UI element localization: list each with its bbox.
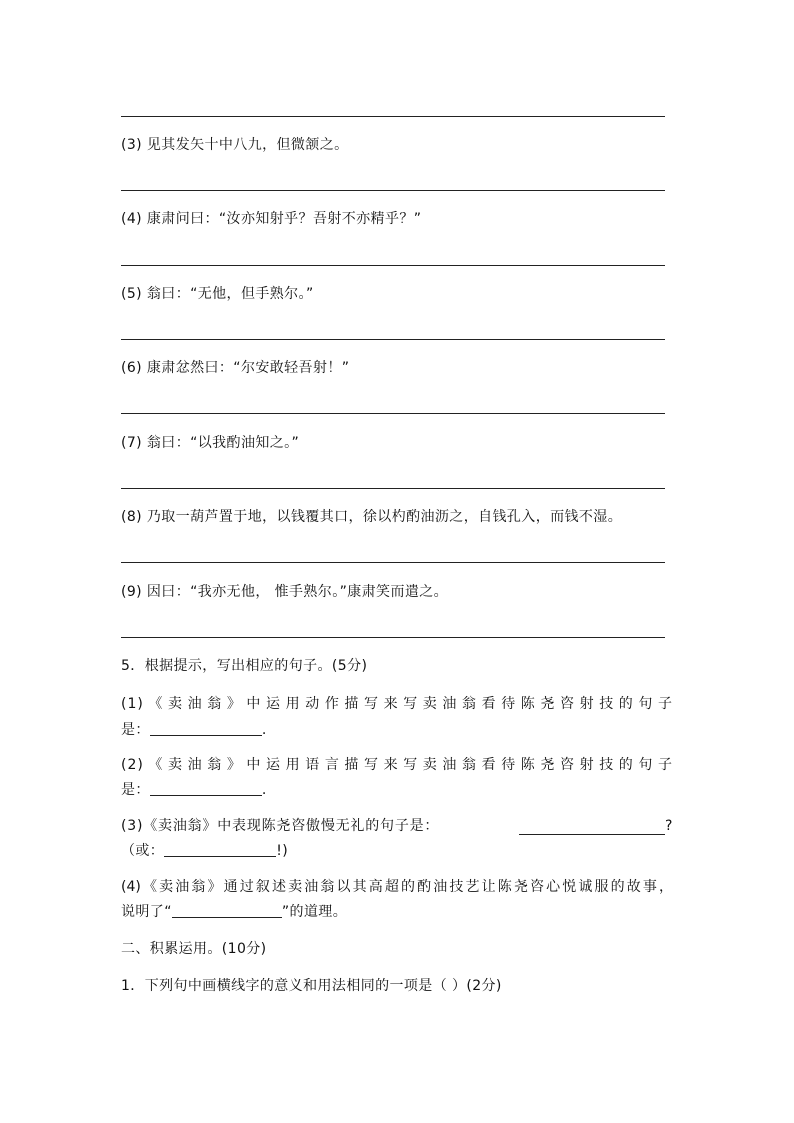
answer-line (121, 339, 665, 340)
item-6 (121, 358, 349, 378)
item-number: (6) (121, 360, 143, 376)
q5-part3-line2 (121, 841, 288, 861)
answer-line (121, 413, 665, 414)
q5-part1-line2 (121, 720, 267, 740)
item-number: (8) (121, 509, 143, 525)
q5-part4-line1: (4)《卖油翁》通过叙述卖油翁以其高超的酌油技艺让陈尧咨心悦诚服的故事， (121, 879, 673, 895)
answer-suffix: . (261, 722, 267, 738)
answer-line (121, 265, 665, 266)
item-number: (4) (121, 211, 143, 227)
item-5 (121, 284, 314, 304)
answer-line (121, 116, 665, 117)
q5-part4-line2 (121, 902, 347, 922)
item-7 (121, 433, 299, 453)
answer-suffix: ? (665, 818, 673, 834)
item-number: (3) (121, 137, 143, 153)
q5-part2-line2 (121, 780, 267, 800)
answer-prefix: 是： (121, 722, 150, 738)
item-text: 康肃问曰：“汝亦知射乎？吾射不亦精乎？” (146, 211, 422, 227)
item-text: 翁曰：“以我酌油知之。” (146, 435, 300, 451)
answer-suffix: !) (276, 843, 289, 859)
answer-blank[interactable] (519, 820, 665, 835)
q5-part3-text: (3)《卖油翁》中表现陈尧咨傲慢无礼的句子是： (121, 818, 440, 834)
answer-line (121, 488, 665, 489)
q5-part1-line1: (1)《卖油翁》中运用动作描写来写卖油翁看待陈尧咨射技的句子 (121, 696, 673, 712)
answer-prefix: 说明了“ (121, 904, 172, 920)
answer-blank[interactable] (150, 781, 262, 796)
answer-prefix: （或： (121, 843, 165, 859)
item-3 (121, 135, 349, 155)
answer-blank[interactable] (150, 721, 262, 736)
q5-part2-line1: (2)《卖油翁》中运用语言描写来写卖油翁看待陈尧咨射技的句子 (121, 757, 673, 773)
answer-suffix: ”的道理。 (281, 904, 348, 920)
item-8 (121, 507, 622, 527)
answer-line (121, 637, 665, 638)
answer-suffix: . (261, 782, 267, 798)
item-number: (5) (121, 286, 143, 302)
section2-heading: 二、积累运用。(10分) (121, 941, 267, 957)
item-number: (9) (121, 584, 143, 600)
item-text: 见其发矢十中八九，但微颔之。 (146, 137, 349, 153)
item-text: 康肃忿然曰：“尔安敢轻吾射！” (146, 360, 350, 376)
item-text: 乃取一葫芦置于地，以钱覆其口，徐以杓酌油沥之，自钱孔入，而钱不湿。 (146, 509, 623, 525)
item-text: 翁曰：“无他，但手熟尔。” (146, 286, 314, 302)
q5-part3-line1 (121, 816, 681, 836)
section2-question1: 1．下列句中画横线字的意义和用法相同的一项是（ ）(2分) (121, 978, 502, 994)
item-text: 因曰：“我亦无他， 惟手熟尔。”康肃笑而遣之。 (146, 584, 449, 600)
item-number: (7) (121, 435, 143, 451)
answer-prefix: 是： (121, 782, 150, 798)
answer-line (121, 190, 665, 191)
answer-blank[interactable] (172, 903, 282, 918)
item-4 (121, 209, 421, 229)
answer-line (121, 562, 665, 563)
q5-heading: 5．根据提示，写出相应的句子。(5分) (121, 658, 368, 674)
answer-blank[interactable] (164, 842, 276, 857)
item-9 (121, 582, 448, 602)
